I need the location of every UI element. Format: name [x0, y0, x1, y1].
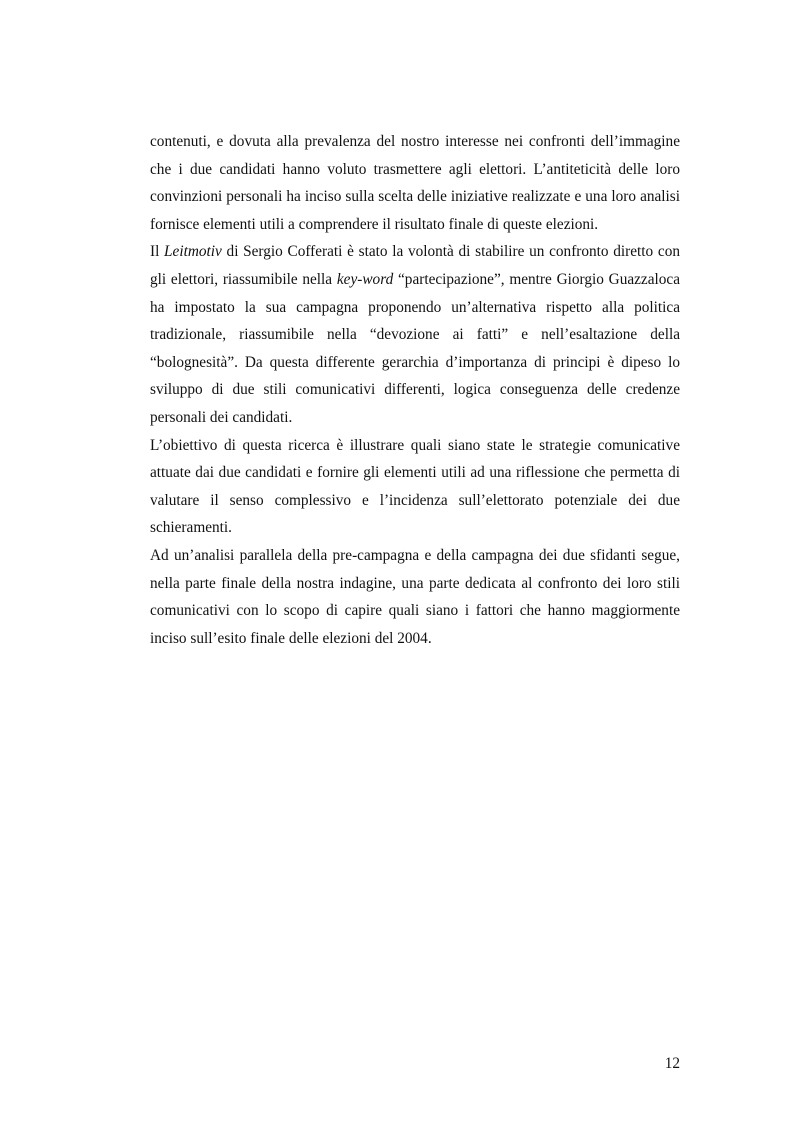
paragraph-4	[150, 542, 680, 652]
text-segment: Il	[150, 243, 165, 261]
body-text	[150, 128, 680, 652]
italic-term-key-word: key-word	[336, 270, 394, 288]
paragraph-3	[150, 432, 680, 542]
paragraph-1	[150, 128, 680, 238]
page-number: 12	[664, 1055, 680, 1072]
text-segment: “partecipazione”, mentre Giorgio Guazzaloca ha impostato la sua campagna proponendo un’alternativa rispetto alla politica tradizionale, riassumibile nella “devozione ai fatti” e nell’esaltazione della “bolognesità”. Da questa differente gerarchia d’importanza di principi è dipeso lo sviluppo di due stili comunicativi differenti, logica conseguenza delle credenze personali dei candidati.	[150, 270, 680, 426]
paragraph-2	[150, 238, 680, 431]
italic-term-leitmotiv: Leitmotiv	[164, 243, 222, 261]
text-segment: di Sergio Cofferati è stato la volontà di stabilire un confronto diretto con gli elettori, riassumibile nella	[150, 243, 680, 288]
text-segment: contenuti, e dovuta alla prevalenza del nostro interesse nei confronti dell’immagine che i due candidati hanno voluto trasmettere agli elettori. L’antiteticità delle loro convinzioni personali ha inciso sulla scelta delle iniziative realizzate e una loro analisi fornisce elementi utili a comprendere il risultato finale di queste elezioni.	[150, 133, 680, 233]
text-segment: L’obiettivo di questa ricerca è illustrare quali siano state le strategie comunicative attuate dai due candidati e fornire gli elementi utili ad una riflessione che permetta di valutare il senso complessivo e l’incidenza sull’elettorato potenziale dei due schieramenti.	[150, 436, 680, 537]
text-segment: Ad un’analisi parallela della pre-campagna e della campagna dei due sfidanti segue, nella parte finale della nostra indagine, una parte dedicata al confronto dei loro stili comunicativi con lo scopo di capire quali siano i fattori che hanno maggiormente inciso sull’esito finale delle elezioni del 2004.	[150, 546, 680, 647]
